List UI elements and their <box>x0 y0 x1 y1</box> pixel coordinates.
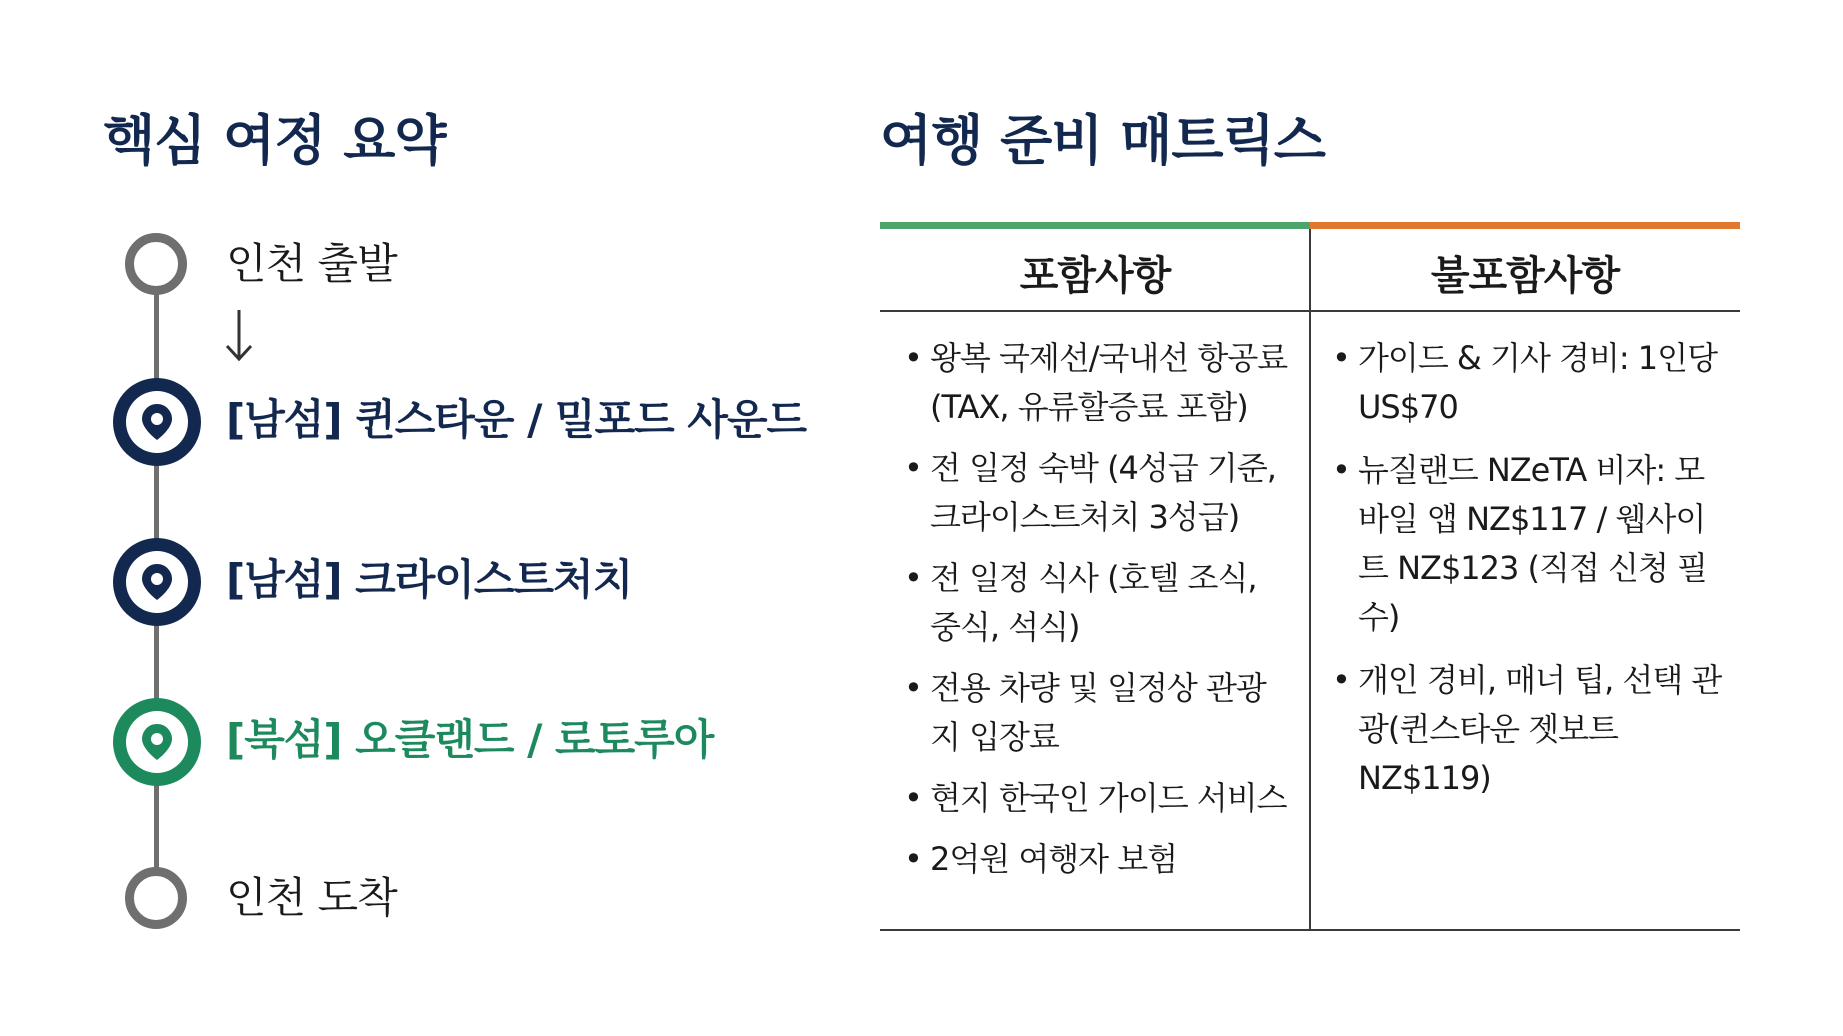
journey-timeline <box>0 0 820 1036</box>
auckland-pin-icon <box>113 698 201 786</box>
map-pin-icon <box>140 722 174 762</box>
included-item: • 왕복 국제선/국내선 항공료 (TAX, 유류할증료 포함) <box>902 334 1294 432</box>
excluded-item: • 가이드 & 기사 경비: 1인당 US$70 <box>1330 334 1730 432</box>
excluded-accent-bar <box>1310 222 1740 229</box>
included-header: 포함사항 <box>1019 253 1171 299</box>
pin-inner <box>126 551 188 613</box>
map-pin-icon <box>140 562 174 602</box>
included-item: • 2억원 여행자 보험 <box>902 835 1294 884</box>
map-pin-icon <box>140 402 174 442</box>
journey-title: 핵심 여정 요약 <box>103 109 446 172</box>
included-item: • 전용 차량 및 일정상 관광지 입장료 <box>902 664 1294 762</box>
stop-auckland-label: [북섬] 오클랜드 / 로토루아 <box>226 715 714 764</box>
down-arrow-icon <box>222 308 256 362</box>
included-item: • 전 일정 숙박 (4성급 기준, 크라이스트처치 3성급) <box>902 444 1294 542</box>
queenstown-pin-icon <box>113 378 201 466</box>
included-accent-bar <box>880 222 1310 229</box>
excluded-item: • 뉴질랜드 NZeTA 비자: 모바일 앱 NZ$117 / 웹사이트 NZ$123 (직접 신청 필수) <box>1330 446 1730 642</box>
christchurch-pin-icon <box>113 538 201 626</box>
stop-christchurch-label: [남섬] 크라이스트처치 <box>226 555 633 604</box>
departure-ring-icon <box>125 233 187 295</box>
stop-queenstown-label: [남섬] 퀸스타운 / 밀포드 사운드 <box>226 395 807 444</box>
included-item: • 전 일정 식사 (호텔 조식, 중식, 석식) <box>902 554 1294 652</box>
pin-inner <box>126 391 188 453</box>
stop-departure-label: 인천 출발 <box>226 239 397 288</box>
preparation-matrix <box>880 222 1740 931</box>
stop-arrival-label: 인천 도착 <box>226 873 397 922</box>
header-divider <box>880 310 1740 312</box>
arrival-ring-icon <box>125 867 187 929</box>
included-list <box>902 334 1294 896</box>
matrix-title: 여행 준비 매트릭스 <box>880 109 1325 172</box>
column-divider <box>1309 229 1311 929</box>
pin-inner <box>126 711 188 773</box>
excluded-item: • 개인 경비, 매너 팁, 선택 관광(퀸스타운 젯보트 NZ$119) <box>1330 656 1730 803</box>
excluded-list <box>1330 334 1730 817</box>
excluded-header: 불포함사항 <box>1430 253 1620 299</box>
included-item: • 현지 한국인 가이드 서비스 <box>902 774 1294 823</box>
